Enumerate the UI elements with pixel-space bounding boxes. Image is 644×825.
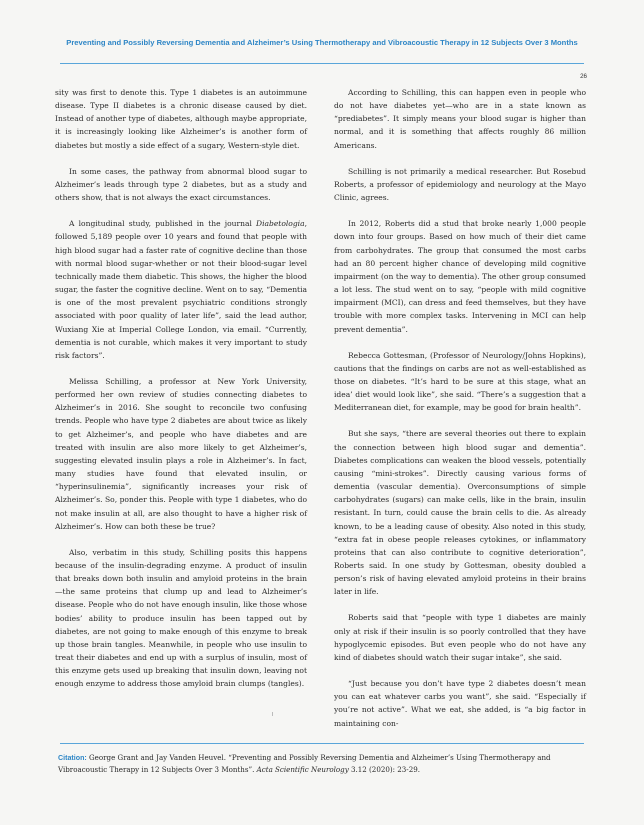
right-column [334, 86, 586, 743]
right-paragraph-1: According to Schilling, this can happen even in people who do not have diabetes yet—who are in a state known as “prediabetes”. It simply means your blood sugar is higher than normal, and it is something that affects roughly 86 million Americans. [334, 88, 586, 150]
page-mark [272, 712, 273, 716]
citation-journal: Acta Scientific Neurology [256, 765, 349, 775]
left-paragraph-3-start: A longitudinal study, published in the journal [69, 219, 257, 229]
left-paragraph-3 [55, 217, 307, 362]
right-paragraph-2: Schilling is not primarily a medical researcher. But Rosebud Roberts, a professor of epidemiology and neurology at the Mayo Clinic, agrees. [334, 166, 586, 203]
footer-divider [60, 743, 584, 744]
journal-name-diabetologia: Diabetologia [256, 219, 305, 229]
citation-text-start: George Grant and Jay Vanden Heuvel. “Preventing and Possibly Reversing Dementia and Alzheimer’s Using Thermotherapy and Vibroacoustic Therapy in 12 Subjects Over 3 Months”. [58, 753, 551, 775]
left-column [55, 86, 307, 704]
running-header [0, 38, 644, 48]
page-number: 26 [580, 73, 587, 80]
right-paragraph-3: In 2012, Roberts did a stud that broke nearly 1,000 people down into four groups. Based on how much of their diet came from carbohydrates. The group that consumed the most carbs had an 80 percent higher chance of developing mild cognitive impairment (on the way to dementia). The other group consumed a lot less. The stud went on to say, “people with mild cognitive impairment (MCI), can dress and feed themselves, but they have trouble with more complex tasks. Intervening in MCI can help prevent dementia”. [334, 219, 586, 334]
citation-block [58, 752, 588, 776]
right-paragraph-7: “Just because you don’t have type 2 diabetes doesn’t mean you can eat whatever carbs you want”, she said. “Especially if you’re not active”. What we eat, she added, is “a big factor in maintaining con- [334, 679, 586, 728]
left-paragraph-3-end: , followed 5,189 people over 10 years and found that people with high blood sugar had a faster rate of cognitive decline than those with normal blood sugar-whether or not their blood-sugar level technically made them diabetic. This shows, the higher the blood sugar, the faster the cognitive decline. Went on to say, “Dementia is one of the most prevalent psychiatric conditions strongly associated with poor quality of later life”, said the lead author, Wuxiang Xie at Imperial College London, via email. “Currently, dementia is not curable, which makes it very important to study risk factors”. [55, 219, 307, 360]
citation-label: Citation: [58, 754, 87, 762]
right-paragraph-4: Rebecca Gottesman, (Professor of Neurology/Johns Hopkins), cautions that the findings on carbs are not as well-established as those on diabetes. “It’s hard to be sure at this stage, what an idea’ diet would look like”, she said. “There’s a suggestion that a Mediterranean diet, for example, may be good for brain health”. [334, 350, 586, 413]
left-paragraph-5: Also, verbatim in this study, Schilling posits this happens because of the insulin-degrading enzyme. A product of insulin that breaks down both insulin and amyloid proteins in the brain—the same proteins that clump up and lead to Alzheimer’s disease. People who do not have enough insulin, like those whose bodies’ ability to produce insulin has been tapped out by diabetes, are not going to make enough of this enzyme to break up those brain tangles. Meanwhile, in people who use insulin to treat their diabetes and end up with a surplus of insulin, most of this enzyme gets used up breaking that insulin down, leaving not enough enzyme to address those amyloid brain clumps (tangles). [55, 547, 307, 689]
left-paragraph-4: Melissa Schilling, a professor at New York University, performed her own review of studies connecting diabetes to Alzheimer’s in 2016. She sought to reconcile two confusing trends. People who have type 2 diabetes are about twice as likely to get Alzheimer’s, and people who have diabetes and are treated with insulin are also more likely to get Alzheimer’s, suggesting elevated insulin plays a role in Alzheimer’s. In fact, many studies have found that elevated insulin, or “hyperinsulinemia”, significantly increases your risk of Alzheimer’s. So, ponder this. People with type 1 diabetes, who do not make insulin at all, are also thought to have a higher risk of Alzheimer’s. How can both these be true? [55, 376, 307, 531]
citation-text-end: 3.12 (2020): 23-29. [348, 765, 420, 775]
right-paragraph-5: But she says, “there are several theories out there to explain the connection between high blood sugar and dementia”. Diabetes complications can weaken the blood vessels, potentially causing “mini-strokes”. Directly causing various forms of dementia (vascular dementia). Overconsumptions of simple carbohydrates (sugars) can make cells, like in the brain, insulin resistant. In turn, could cause the brain cells to die. As already known, to be a leading cause of obesity. Also noted in this study, “extra fat in obese people releases cytokines, or inflammatory proteins that can also contribute to cognitive deterioration”, Roberts said. In one study by Gottesman, obesity doubled a person’s risk of having elevated amyloid proteins in their brains later in life. [334, 429, 586, 597]
left-paragraph-2: In some cases, the pathway from abnormal blood sugar to Alzheimer’s leads through type 2 diabetes, but as a study and others show, that is not always the exact circumstances. [55, 166, 307, 203]
running-title: Preventing and Possibly Reversing Dementia and Alzheimer’s Using Thermotherapy and Vibroacoustic Therapy in 12 Subjects Over 3 Months [66, 38, 578, 47]
left-paragraph-1: sity was first to denote this. Type 1 diabetes is an autoimmune disease. Type II diabetes is a chronic disease caused by diet. Instead of another type of diabetes, although maybe appropriate, it is increasingly looking like Alzheimer’s is another form of diabetes but mostly a side effect of a sugary, Western-style diet. [55, 88, 307, 150]
right-paragraph-6: Roberts said that “people with type 1 diabetes are mainly only at risk if their insulin is so poorly controlled that they have hypoglycemic episodes. But even people who do not have any kind of diabetes should watch their sugar intake”, she said. [334, 613, 586, 662]
header-divider [60, 63, 584, 64]
